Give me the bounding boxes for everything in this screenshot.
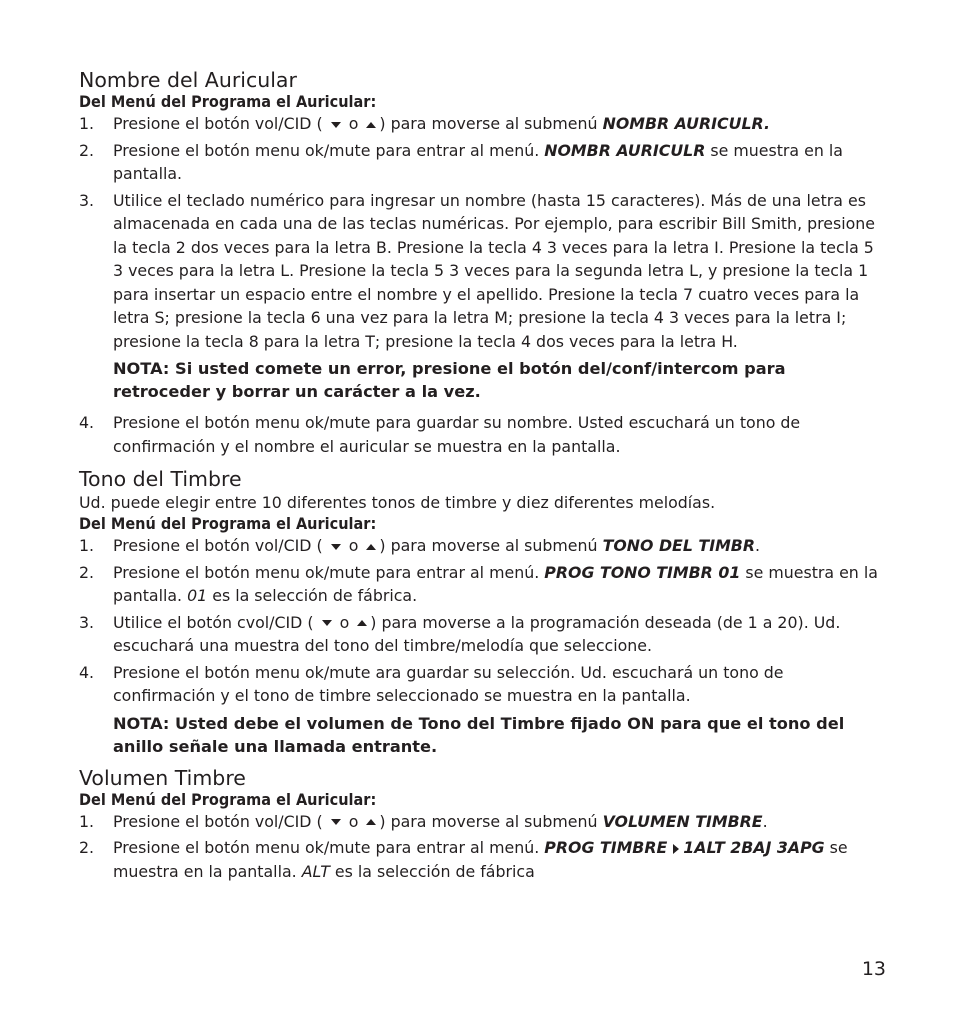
arrow-down-icon [322,620,332,626]
step-text: ) para moverse a la programación deseada (de 1 a 20). Ud. escuchará una muestra del tono del timbre/melodía que seleccione. [113,612,841,655]
steps-list-nombre [79,112,885,353]
step-text: Presione el botón menu ok/mute para entrar al menú. [113,140,540,160]
step-text: se muestra en la pantalla. [113,838,848,881]
arrow-down-icon [331,122,341,128]
arrow-right-icon [673,844,679,854]
menu-name: PROG TIMBRE [544,838,668,857]
step-text: es la selección de fábrica [334,861,535,881]
list-item [79,810,885,834]
section-intro: Ud. puede elegir entre 10 diferentes tonos de timbre y diez diferentes melodías. [79,493,716,512]
step-text: o [348,811,359,831]
section-subtitle: Del Menú del Programa el Auricular: [79,93,377,111]
step-text: es la selección de fábrica. [212,586,418,605]
menu-name: VOLUMEN TIMBRE [602,811,763,831]
arrow-down-icon [331,544,341,550]
step-text: Presione el botón vol/CID ( [113,536,323,555]
step-number: 2. [79,838,95,857]
step-number: 3. [79,190,95,210]
arrow-up-icon [366,122,376,128]
step-text: Presione el botón vol/CID ( [113,114,323,133]
section-subtitle: Del Menú del Programa el Auricular: [79,515,377,533]
step-text: ) para moverse al submenú [379,114,598,133]
arrow-up-icon [366,544,376,550]
step-text: o [348,114,359,133]
steps-list-volumen [79,810,885,884]
step-text: . [762,811,768,831]
step-text: o [339,612,350,632]
list-item [79,836,885,883]
list-item [79,139,885,186]
list-item [79,112,885,136]
note-text: NOTA: Usted debe el volumen de Tono del Timbre fijado ON para que el tono del anillo señale una llamada entrante. [113,713,845,756]
section-title-volumen-timbre: Volumen Timbre [79,765,246,790]
step-text: . [755,536,761,555]
list-item [79,189,885,354]
default-value: 01 [187,586,208,605]
menu-name: PROG TONO TIMBR 01 [544,562,741,582]
step-number: 1. [79,811,95,831]
step-text: Presione el botón menu ok/mute ara guardar su selección. Ud. escuchará un tono de confirmación y el tono de timbre seleccionado se muestra en la pantalla. [113,662,784,705]
page-content [79,68,885,886]
menu-options: 1ALT 2BAJ 3APG [683,838,825,857]
step-text: ) para moverse al submenú [379,536,598,555]
list-item [79,534,885,558]
step-number: 1. [79,114,95,133]
step-text: Utilice el teclado numérico para ingresar un nombre (hasta 15 caracteres). Más de una letra es almacenada en cada una de las teclas numéricas. Por ejemplo, para escribir Bill Smith, presione la tecla 2 dos veces para la letra B. Presione la tecla 4 3 veces para la letra I. Presione la tecla 5 3 veces para la letra L. Presione la tecla 5 3 veces para la segunda letra L, y presione la tecla 1 para insertar un espacio entre el nombre y el apellido. Presione la tecla 7 cuatro veces para la letra S; presione la tecla 6 una vez para la letra M; presione la tecla 4 3 veces para la letra I; presione la tecla 8 para la letra T; presione la tecla 4 dos veces para la letra H. [113,190,876,351]
step-text: Presione el botón menu ok/mute para guardar su nombre. Usted escuchará un tono de confirmación y el nombre el auricular se muestra en la pantalla. [113,413,801,456]
default-value: ALT [301,861,330,881]
section-title-tono-timbre: Tono del Timbre [79,467,242,491]
step-number: 1. [79,536,95,555]
step-number: 2. [79,562,95,582]
arrow-down-icon [331,819,341,825]
list-item [79,411,885,458]
steps-list-nombre-cont [79,411,885,458]
step-text: Presione el botón menu ok/mute para entrar al menú. [113,838,540,857]
arrow-up-icon [357,620,367,626]
step-text: Utilice el botón cvol/CID ( [113,612,314,632]
step-text: o [348,536,359,555]
step-number: 2. [79,140,95,160]
menu-name: TONO DEL TIMBR [602,536,755,555]
section-title-nombre-auricular: Nombre del Auricular [79,68,297,92]
list-item [79,611,885,658]
step-text: ) para moverse al submenú [379,811,598,831]
step-text: se muestra en la pantalla. [113,562,878,605]
arrow-up-icon [366,819,376,825]
step-number: 3. [79,612,95,632]
menu-name: NOMBR AURICULR. [602,114,770,133]
list-item [79,561,885,608]
step-number: 4. [79,413,95,432]
step-text: Presione el botón menu ok/mute para entrar al menú. [113,562,540,582]
note-text: NOTA: Si usted comete un error, presione el botón del/conf/intercom para retroceder y borrar un carácter a la vez. [113,359,786,401]
menu-name: NOMBR AURICULR [544,140,706,160]
section-subtitle: Del Menú del Programa el Auricular: [79,790,377,809]
step-number: 4. [79,662,95,682]
list-item [79,661,885,708]
page-number: 13 [861,958,886,980]
steps-list-tono [79,534,885,708]
step-text: se muestra en la pantalla. [113,140,843,183]
step-text: Presione el botón vol/CID ( [113,811,323,831]
